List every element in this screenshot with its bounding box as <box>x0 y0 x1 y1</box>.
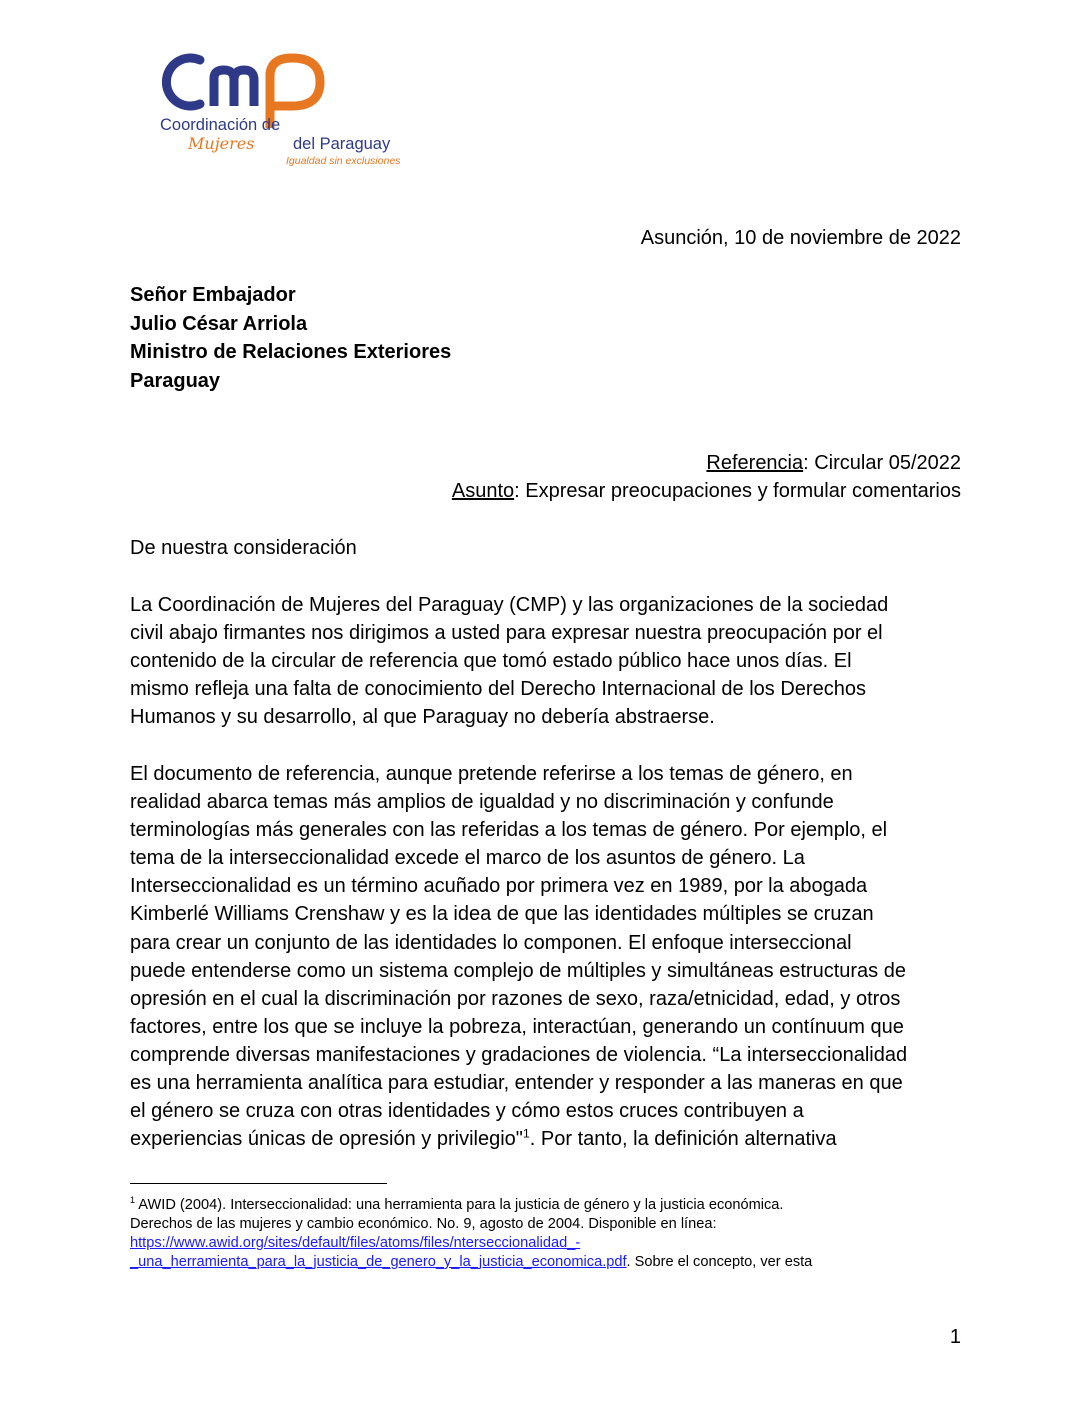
subject-label: Asunto <box>451 480 515 502</box>
footnote-reference[interactable]: 1 <box>522 1126 530 1141</box>
paragraph-line: contenido de la circular de referencia que tomó estado público hace unos días. El <box>130 650 852 673</box>
paragraph-line: civil abajo firmantes nos dirigimos a usted para expresar nuestra preocupación por el <box>130 622 883 645</box>
cmp-logo <box>160 48 400 178</box>
footnote-text: AWID (2004). Interseccionalidad: una herramienta para la justicia de género y la justicia económica. <box>135 1197 784 1213</box>
paragraph-1 <box>130 591 965 731</box>
paragraph-line <box>130 1125 965 1153</box>
footnote-link[interactable]: _una_herramienta_para_la_justicia_de_genero_y_la_justicia_economica.pdf <box>130 1254 627 1270</box>
paragraph-line: el género se cruza con otras identidades y cómo estos cruces contribuyen a <box>130 1100 804 1123</box>
addressee-line: Julio César Arriola <box>130 312 308 335</box>
footnote-separator <box>130 1183 387 1184</box>
paragraph-line: opresión en el cual la discriminación por razones de sexo, raza/etnicidad, edad, y otros <box>130 987 901 1010</box>
paragraph-line: para crear un conjunto de las identidades lo componen. El enfoque interseccional <box>130 931 852 954</box>
footnote-line <box>130 1253 965 1272</box>
paragraph-line: mismo refleja una falta de conocimiento del Derecho Internacional de los Derechos <box>130 678 866 701</box>
greeting: De nuestra consideración <box>130 537 357 559</box>
footnote-line <box>130 1234 965 1253</box>
paragraph-text: experiencias únicas de opresión y privilegio" <box>130 1128 523 1151</box>
subject-text: : Expresar preocupaciones y formular comentarios <box>514 480 961 502</box>
logo-tagline: Igualdad sin exclusiones <box>286 155 401 167</box>
paragraph-line: puede entenderse como un sistema complejo de múltiples y simultáneas estructuras de <box>130 959 906 982</box>
paragraph-line: comprende diversas manifestaciones y gradaciones de violencia. “La interseccionalidad <box>130 1043 908 1066</box>
paragraph-line: tema de la interseccionalidad excede el marco de los asuntos de género. La <box>130 847 805 870</box>
letter-date: Asunción, 10 de noviembre de 2022 <box>640 227 961 249</box>
addressee-line: Señor Embajador <box>130 284 296 306</box>
reference-text: : Circular 05/2022 <box>803 452 961 474</box>
footnote <box>130 1196 965 1272</box>
footnote-text: . Sobre el concepto, ver esta <box>626 1254 813 1270</box>
logo-line-2: del Paraguay <box>293 135 391 153</box>
paragraph-line: terminologías más generales con las referidas a los temas de género. Por ejemplo, el <box>130 819 888 842</box>
paragraph-line: La Coordinación de Mujeres del Paraguay (CMP) y las organizaciones de la sociedad <box>130 594 889 616</box>
footnote-line: Derechos de las mujeres y cambio económico. No. 9, agosto de 2004. Disponible en línea: <box>130 1216 717 1232</box>
paragraph-line: es una herramienta analítica para estudiar, entender y responder a las maneras en que <box>130 1072 903 1095</box>
subject-line <box>452 477 961 505</box>
paragraph-text: . Por tanto, la definición alternativa <box>529 1128 837 1151</box>
addressee-line: Paraguay <box>130 369 221 392</box>
addressee-block <box>130 281 451 395</box>
page-number: 1 <box>949 1326 961 1348</box>
paragraph-2 <box>130 760 965 1153</box>
paragraph-line: El documento de referencia, aunque pretende referirse a los temas de género, en <box>130 763 853 785</box>
addressee-line: Ministro de Relaciones Exteriores <box>130 341 452 363</box>
paragraph-line: factores, entre los que se incluye la pobreza, interactúan, generando un contínuum que <box>130 1015 904 1038</box>
reference-label: Referencia <box>706 452 804 474</box>
paragraph-line: Kimberlé Williams Crenshaw y es la idea de que las identidades múltiples se cruzan <box>130 903 874 926</box>
paragraph-line: realidad abarca temas más amplios de igualdad y no discriminación y confunde <box>130 791 834 814</box>
footnote-line <box>130 1196 965 1215</box>
footnote-link[interactable]: https://www.awid.org/sites/default/files/atoms/files/nterseccionalidad_- <box>130 1235 581 1251</box>
logo-line-1: Coordinación de <box>160 116 281 134</box>
footnote-marker: 1 <box>130 1195 136 1206</box>
reference-line <box>706 449 961 477</box>
paragraph-line: Interseccionalidad es un término acuñado por primera vez en 1989, por la abogada <box>130 875 868 898</box>
logo-line-2-script: Mujeres <box>188 134 255 153</box>
paragraph-line: Humanos y su desarrollo, al que Paraguay no debería abstraerse. <box>130 706 715 729</box>
